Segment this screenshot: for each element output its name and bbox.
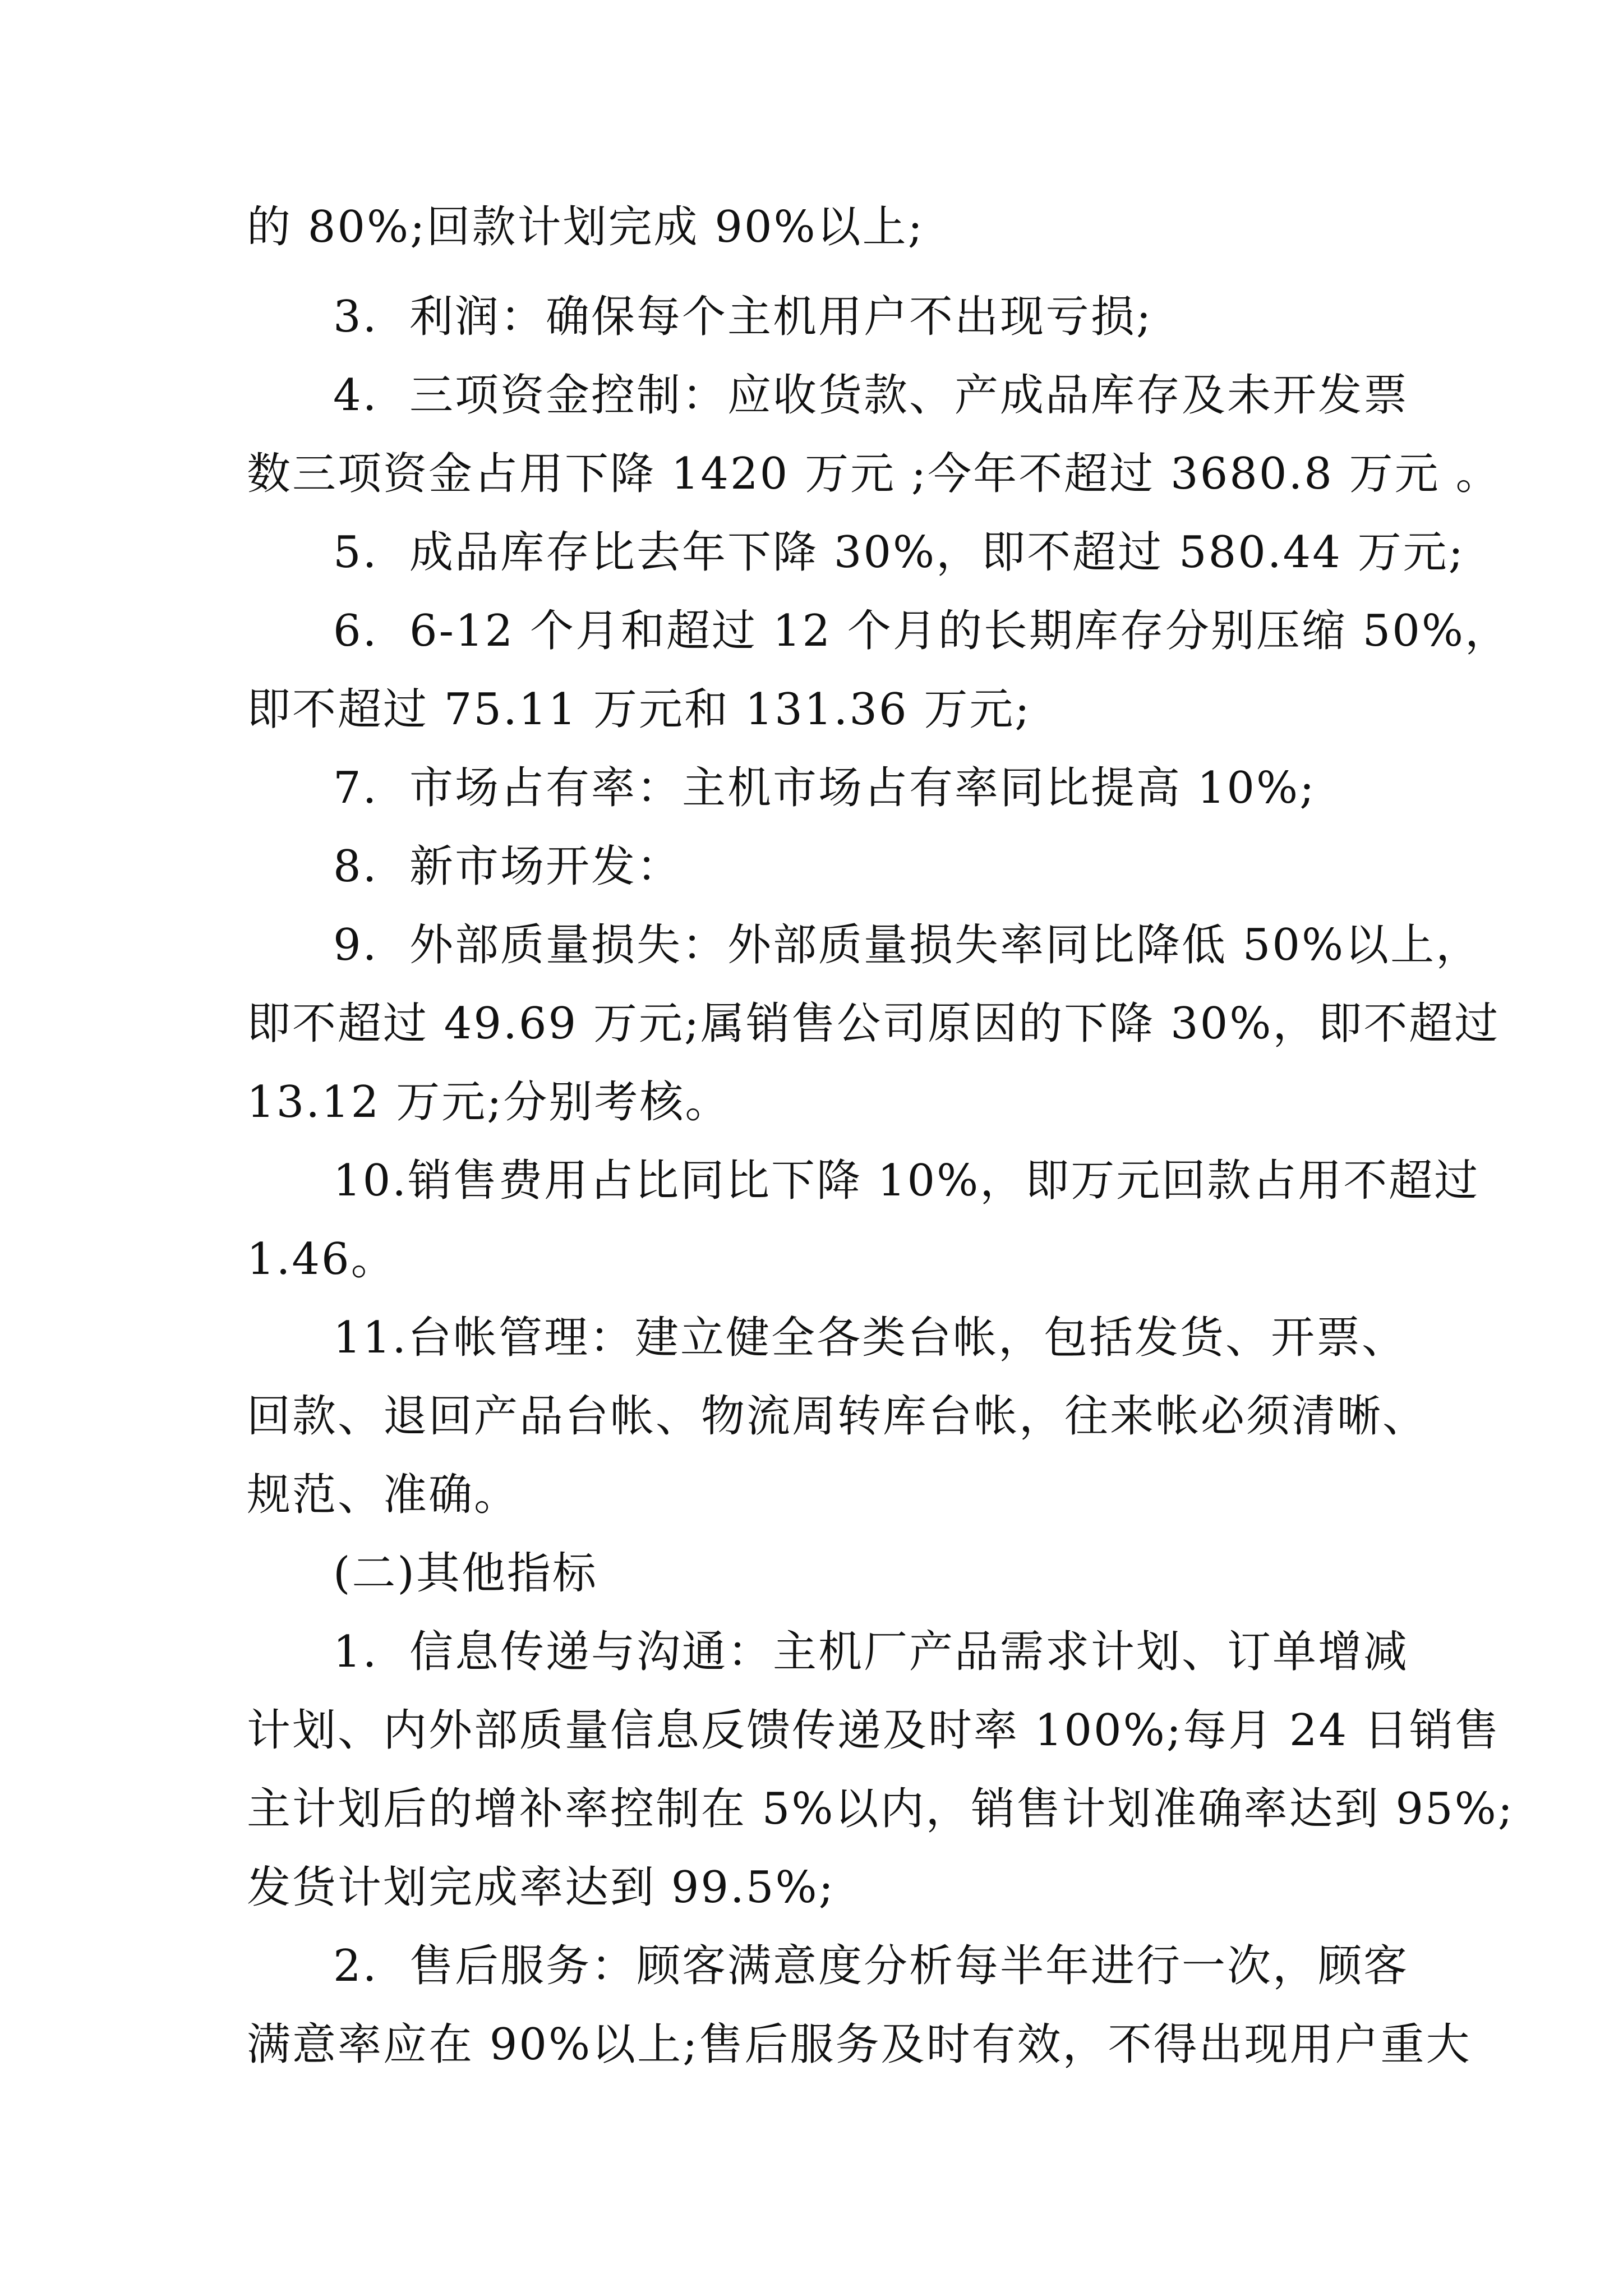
text-line: 即不超过 75.11 万元和 131.36 万元; — [247, 684, 1031, 735]
text-line: 即不超过 49.69 万元;属销售公司原因的下降 30%，即不超过 — [247, 999, 1500, 1049]
text-line: 回款、退回产品台帐、物流周转库台帐，往来帐必须清晰、 — [247, 1391, 1428, 1442]
text-line: 数三项资金占用下降 1420 万元 ;今年不超过 3680.8 万元 。 — [247, 449, 1501, 499]
text-line: 发货计划完成率达到 99.5%; — [247, 1862, 835, 1913]
text-line: 7. 市场占有率：主机市场占有率同比提高 10%; — [333, 763, 1316, 813]
text-line: 1.46。 — [247, 1234, 396, 1285]
text-line: 计划、内外部质量信息反馈传递及时率 100%;每月 24 日销售 — [247, 1705, 1500, 1756]
text-line: 10.销售费用占比同比下降 10%，即万元回款占用不超过 — [333, 1156, 1480, 1206]
text-line: 2. 售后服务：顾客满意度分析每半年进行一次，顾客 — [333, 1941, 1409, 1991]
text-line: 6. 6-12 个月和超过 12 个月的长期库存分别压缩 50%， — [333, 606, 1511, 656]
text-line: 13.12 万元;分别考核。 — [247, 1077, 731, 1128]
text-line: 3. 利润：确保每个主机用户不出现亏损; — [333, 292, 1153, 342]
text-line: 8. 新市场开发： — [333, 841, 683, 892]
text-line: 11.台帐管理：建立健全各类台帐，包括发货、开票、 — [333, 1313, 1408, 1363]
text-line: 主计划后的增补率控制在 5%以内，销售计划准确率达到 95%; — [247, 1784, 1514, 1834]
text-line: 满意率应在 90%以上;售后服务及时有效，不得出现用户重大 — [247, 2019, 1472, 2070]
text-line: 的 80%;回款计划完成 90%以上; — [247, 202, 924, 252]
section-heading: (二)其他指标 — [333, 1548, 598, 1599]
text-line: 1. 信息传递与沟通：主机厂产品需求计划、订单增减 — [333, 1627, 1409, 1677]
text-line: 规范、准确。 — [247, 1470, 520, 1520]
text-line: 9. 外部质量损失：外部质量损失率同比降低 50%以上， — [333, 920, 1482, 970]
text-line: 4. 三项资金控制：应收货款、产成品库存及未开发票 — [333, 370, 1409, 421]
text-line: 5. 成品库存比去年下降 30%，即不超过 580.44 万元; — [333, 527, 1465, 578]
